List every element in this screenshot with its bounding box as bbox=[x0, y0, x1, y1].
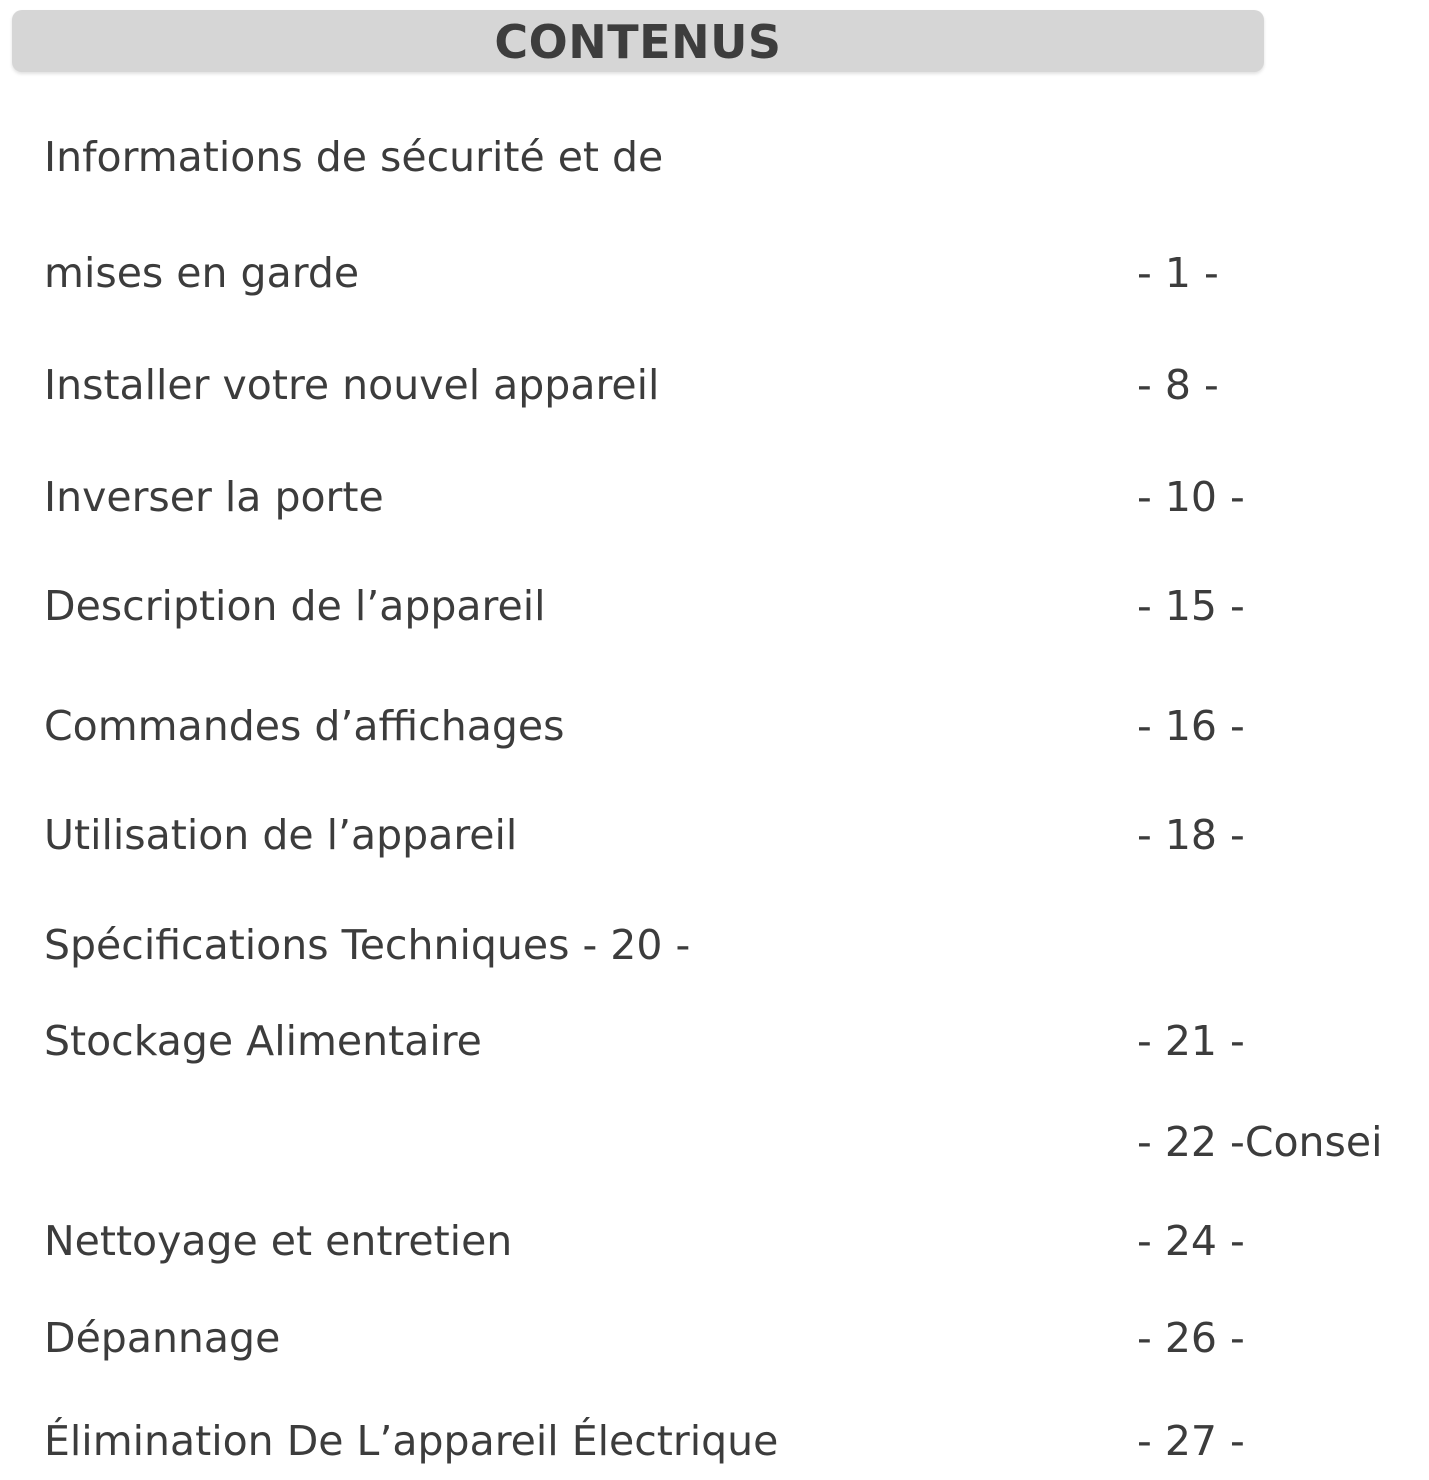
toc-entry-page: - 21 - bbox=[1137, 1017, 1245, 1065]
toc-entry-title: Installer votre nouvel appareil bbox=[44, 361, 660, 409]
toc-entry-title: mises en garde bbox=[44, 249, 360, 297]
toc-entry-title: Dépannage bbox=[44, 1314, 281, 1362]
toc-entry-page: - 22 -Consei bbox=[1137, 1118, 1383, 1166]
toc-entry-page: - 26 - bbox=[1137, 1314, 1245, 1362]
toc-entry-title: Nettoyage et entretien bbox=[44, 1217, 513, 1265]
toc-entry-page: - 27 - bbox=[1137, 1417, 1245, 1465]
toc-entry-page: - 10 - bbox=[1137, 473, 1245, 521]
toc-entry-page: - 16 - bbox=[1137, 702, 1245, 750]
toc-entry-title: Commandes d’affichages bbox=[44, 702, 565, 750]
toc-entry-page: - 8 - bbox=[1137, 361, 1219, 409]
toc-entry-page: - 24 - bbox=[1137, 1217, 1245, 1265]
toc-entry-page: - 18 - bbox=[1137, 811, 1245, 859]
toc-entry-title: Inverser la porte bbox=[44, 473, 384, 521]
section-header bbox=[12, 10, 1264, 72]
toc-entry-title: Spécifications Techniques - 20 - bbox=[44, 921, 691, 969]
toc-entry-page: - 15 - bbox=[1137, 582, 1245, 630]
page-title: CONTENUS bbox=[494, 15, 782, 69]
toc-entry-title: Élimination De L’appareil Électrique bbox=[44, 1417, 779, 1465]
toc-entry-title: Description de l’appareil bbox=[44, 582, 546, 630]
toc-entry-title: Informations de sécurité et de bbox=[44, 133, 664, 181]
toc-entry-title: Utilisation de l’appareil bbox=[44, 811, 518, 859]
toc-entry-title: Stockage Alimentaire bbox=[44, 1017, 482, 1065]
toc-entry-page: - 1 - bbox=[1137, 249, 1219, 297]
